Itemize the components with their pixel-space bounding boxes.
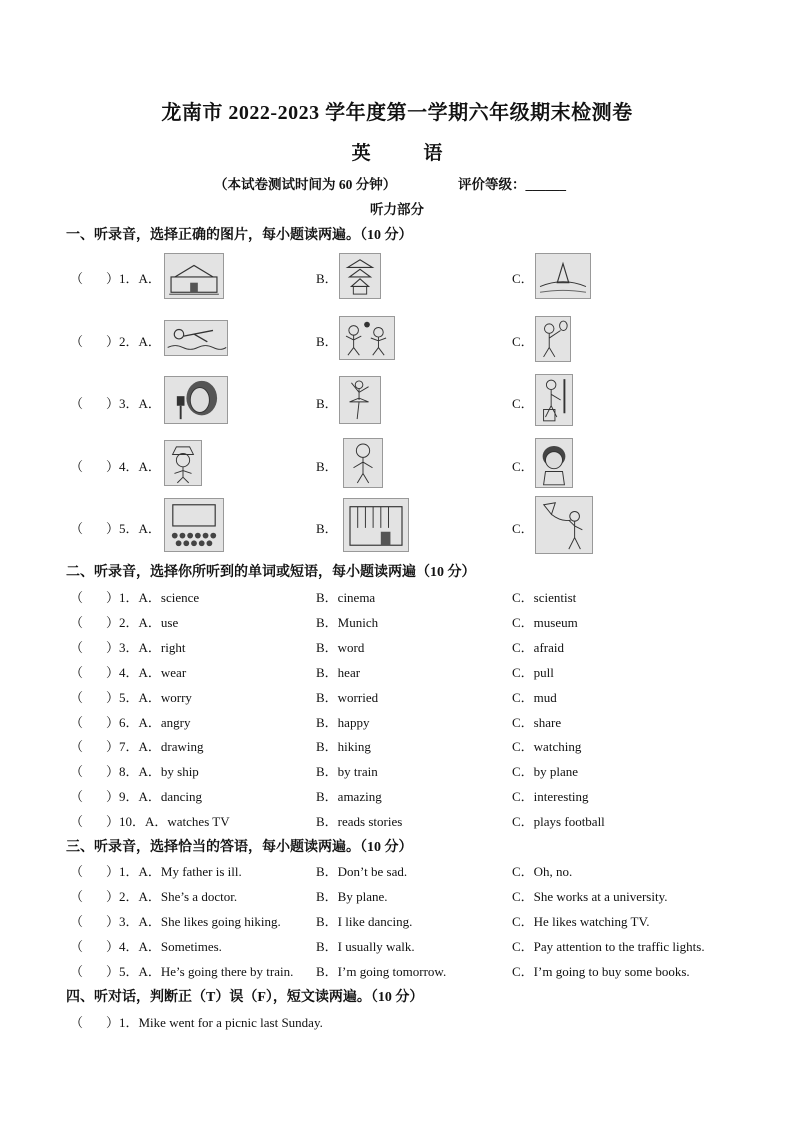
section4-heading: 四、听对话，判断正（T）误（F），短文读两遍。（10 分） — [66, 990, 424, 1005]
option-c-label: C． — [512, 271, 534, 286]
cinema-audience-picture[interactable] — [164, 498, 224, 552]
option-c: C．He likes watching TV. — [512, 914, 650, 929]
option-b-label: B． — [316, 521, 338, 536]
option-b: B．worried — [316, 689, 379, 705]
cartoon-boy-picture[interactable] — [343, 438, 383, 488]
section2-question-row — [0, 637, 794, 659]
question-text: ）2．A．She’s a doctor. — [106, 889, 238, 904]
option-c: C．plays football — [512, 814, 605, 830]
option-b: B．I usually walk. — [316, 939, 415, 954]
answer-blank[interactable]: （ — [70, 664, 84, 680]
cleaner-mop-picture[interactable] — [535, 374, 573, 426]
answer-blank[interactable]: （ — [70, 764, 84, 780]
option-c: C．She works at a university. — [512, 889, 668, 904]
question-text: ）8．A．by ship — [106, 764, 199, 780]
answer-blank[interactable]: （ — [70, 814, 84, 830]
answer-blank[interactable]: （ — [70, 864, 84, 879]
option-c-label: C． — [512, 334, 534, 349]
option-b: B．amazing — [316, 789, 382, 805]
question-text: ）9．A．dancing — [106, 789, 203, 805]
question-text: ）7．A．drawing — [106, 739, 204, 755]
question-number: ）5．A． — [106, 521, 161, 536]
option-c: C．interesting — [512, 789, 589, 805]
option-c: C．museum — [512, 614, 578, 630]
option-c: C．I’m going to buy some books. — [512, 964, 690, 979]
answer-blank[interactable]: （ — [70, 714, 84, 730]
question-text: ）10．A．watches TV — [106, 814, 230, 830]
question-number: ）1．A． — [106, 271, 161, 286]
question-text: ）6．A．angry — [106, 714, 191, 730]
answer-blank[interactable]: （ — [70, 271, 84, 286]
option-b: B．word — [316, 639, 365, 655]
section3-question-row — [0, 936, 794, 958]
option-b: B．hear — [316, 664, 361, 680]
subject-title: 英 语 — [351, 143, 467, 164]
option-b-label: B． — [316, 459, 338, 474]
section2-question-row — [0, 687, 794, 709]
answer-blank[interactable]: （ — [70, 334, 84, 349]
answer-blank[interactable]: （ — [70, 396, 84, 411]
section1-question-1 — [0, 268, 794, 328]
ballet-dancer-picture[interactable] — [339, 376, 381, 424]
tiananmen-picture[interactable] — [164, 253, 224, 299]
section3-question-row — [0, 961, 794, 983]
answer-blank[interactable]: （ — [70, 459, 84, 474]
answer-blank[interactable]: （ — [70, 939, 84, 954]
option-b: B．happy — [316, 714, 370, 730]
section1-question-3 — [0, 393, 794, 453]
section3-question-row — [0, 886, 794, 908]
boy-kite-picture[interactable] — [535, 496, 593, 554]
question-text: ）4．A．Sometimes. — [106, 939, 222, 954]
answer-blank[interactable]: （ — [70, 914, 84, 929]
option-c: C．Pay attention to the traffic lights. — [512, 939, 705, 954]
section2-question-row — [0, 736, 794, 758]
section3-question-row — [0, 911, 794, 933]
section2-question-row — [0, 761, 794, 783]
cartoon-boy-hat-picture[interactable] — [164, 440, 202, 486]
option-c: C．watching — [512, 739, 582, 755]
section2-question-row — [0, 786, 794, 808]
boy-tennis-picture[interactable] — [535, 316, 571, 362]
option-b: B．Don’t be sad. — [316, 864, 408, 879]
question-text: ）5．A．worry — [106, 689, 192, 705]
section3-heading: 三、听录音，选择恰当的答语，每小题读两遍。（10 分） — [66, 840, 413, 855]
option-b: B．hiking — [316, 739, 371, 755]
answer-blank[interactable]: （ — [70, 689, 84, 705]
question-text: ）1．A．science — [106, 590, 200, 605]
option-b-label: B． — [316, 396, 338, 411]
answer-blank[interactable]: （ — [70, 521, 84, 536]
question-text: ）1．Mike went for a picnic last Sunday. — [106, 1015, 323, 1030]
option-b: B．By plane. — [316, 889, 388, 904]
option-c-label: C． — [512, 521, 534, 536]
option-b: B．Munich — [316, 614, 379, 630]
option-b-label: B． — [316, 334, 338, 349]
option-b: B．I’m going tomorrow. — [316, 964, 447, 979]
option-b-label: B． — [316, 271, 338, 286]
option-c: C．by plane — [512, 764, 579, 780]
answer-blank[interactable]: （ — [70, 964, 84, 979]
section2-question-row — [0, 811, 794, 833]
woman-singing-picture[interactable] — [164, 376, 228, 424]
question-text: ）1．A．My father is ill. — [106, 864, 242, 879]
question-text: ）5．A．He’s going there by train. — [106, 964, 294, 979]
option-c: C．mud — [512, 689, 557, 705]
section3-question-row — [0, 861, 794, 883]
answer-blank[interactable]: （ — [70, 789, 84, 805]
answer-blank[interactable]: （ — [70, 889, 84, 904]
option-c-label: C． — [512, 396, 534, 411]
section4-question-row — [0, 1012, 794, 1034]
option-b: B．I like dancing. — [316, 914, 413, 929]
kids-playing-ball-picture[interactable] — [339, 316, 395, 360]
option-c: C．Oh, no. — [512, 864, 573, 879]
question-text: ）4．A．wear — [106, 664, 187, 680]
question-number: ）2．A． — [106, 334, 161, 349]
question-text: ）2．A．use — [106, 614, 179, 630]
section2-question-row — [0, 587, 794, 609]
section2-heading: 二、听录音，选择你所听到的单词或短语，每小题读两遍（10 分） — [66, 565, 476, 580]
grade-label: 评价等级：______ — [458, 177, 566, 192]
option-c-label: C． — [512, 459, 534, 474]
section1-heading: 一、听录音，选择正确的图片，每小题读两遍。（10 分） — [66, 228, 413, 243]
answer-blank[interactable]: （ — [70, 614, 84, 630]
listening-part-title: 听力部分 — [370, 202, 424, 217]
question-text: ）3．A．She likes going hiking. — [106, 914, 281, 929]
answer-blank[interactable]: （ — [70, 590, 84, 605]
section1-question-2 — [0, 331, 794, 391]
option-c: C．afraid — [512, 639, 564, 655]
time-note: （本试卷测试时间为 60 分钟） — [214, 177, 397, 192]
option-b: B．cinema — [316, 590, 376, 605]
section2-question-row — [0, 612, 794, 634]
option-b: B．reads stories — [316, 814, 403, 830]
answer-blank[interactable]: （ — [70, 1015, 84, 1030]
swimming-picture[interactable] — [164, 320, 228, 356]
answer-blank[interactable]: （ — [70, 739, 84, 755]
question-number: ）4．A． — [106, 459, 161, 474]
option-c: C．pull — [512, 664, 554, 680]
section2-question-row — [0, 662, 794, 684]
option-c: C．scientist — [512, 590, 577, 605]
question-number: ）3．A． — [106, 396, 161, 411]
boy-face-picture[interactable] — [535, 438, 573, 488]
shop-building-picture[interactable] — [343, 498, 409, 552]
question-text: ）3．A．right — [106, 639, 186, 655]
exam-title: 龙南市 2022-2023 学年度第一学期六年级期末检测卷 — [161, 102, 633, 124]
answer-blank[interactable]: （ — [70, 639, 84, 655]
lake-pagoda-picture[interactable] — [535, 253, 591, 299]
pagoda-tower-picture[interactable] — [339, 253, 381, 299]
option-b: B．by train — [316, 764, 378, 780]
option-c: C．share — [512, 714, 562, 730]
section2-question-row — [0, 712, 794, 734]
